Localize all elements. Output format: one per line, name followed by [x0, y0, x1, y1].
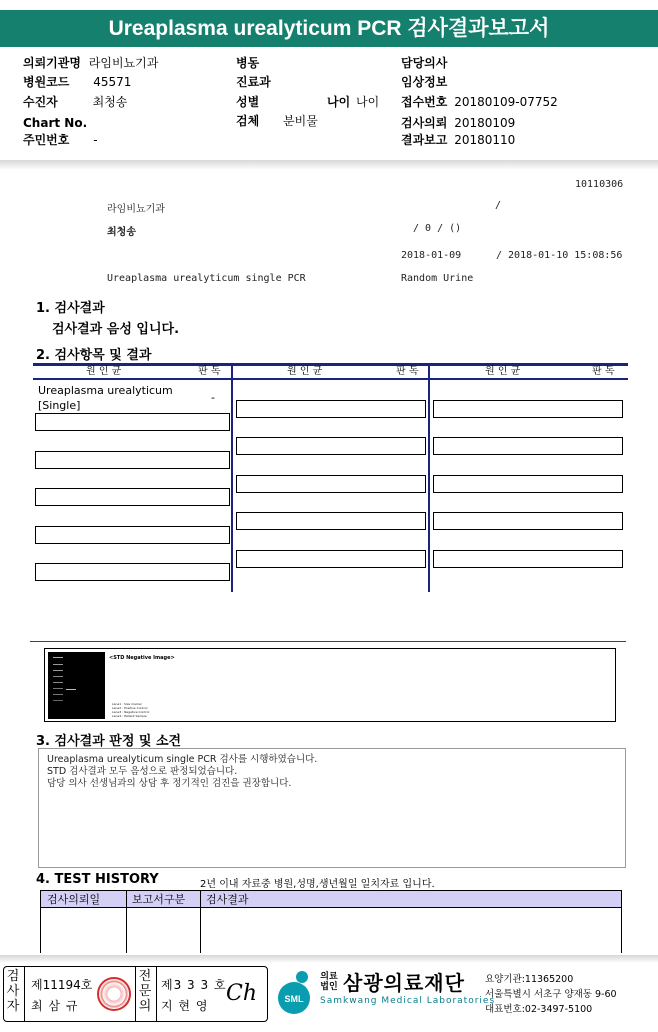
test-item-qualifier: [Single] [38, 399, 81, 412]
print-age-sex: / 0 / () [413, 223, 462, 234]
receipt-no-label: 접수번호 [401, 95, 448, 109]
print-reported: / 2018-01-10 15:08:56 [496, 250, 623, 261]
print-code: 10110306 [575, 179, 624, 190]
department-row [236, 75, 271, 89]
test-item-name: Ureaplasma urealyticum [38, 384, 173, 397]
sex-row [236, 95, 259, 109]
inspector-label: 검사자 [6, 969, 20, 1014]
ward-row [236, 56, 259, 70]
gel-image-title: <STD Negative Image> [109, 655, 175, 661]
print-slash: / [495, 200, 502, 211]
org-phone: 대표번호:02-3497-5100 [485, 1004, 593, 1015]
hospital-code-row [23, 75, 131, 89]
section2-title: 2. 검사항목 및 결과 [36, 348, 152, 363]
org-type: 의료법인 [320, 972, 338, 992]
official-seal-icon [97, 977, 131, 1011]
specimen-label: 검체 [236, 114, 260, 128]
sml-logo-icon [272, 968, 316, 1016]
doctor-row [401, 56, 447, 70]
footer-separator [0, 955, 658, 963]
patient-label: 수진자 [23, 95, 58, 109]
report-date-label: 결과보고 [401, 133, 448, 147]
age-label: 나이 [327, 95, 351, 109]
request-date-label: 검사의뢰 [401, 116, 448, 130]
hospital-code-label: 병원코드 [23, 75, 70, 89]
org-english-name: Samkwang Medical Laboratories [320, 996, 496, 1006]
inspector-name: 최 삼 규 [31, 999, 79, 1013]
logo-text: SML [284, 994, 304, 1004]
gel-legend-line: Lane2 : Positive Control [112, 706, 148, 710]
col-header-judgement-2: 판 독 [396, 366, 419, 377]
empty-result-box [236, 512, 426, 530]
interpretation-line: 담당 의사 선생님과의 상담 후 정기적인 검진을 권장합니다. [47, 778, 292, 789]
age-value: 나이 [356, 95, 380, 109]
section4-title: 4. TEST HISTORY [36, 872, 159, 887]
department-label: 진료과 [236, 75, 271, 89]
col-header-pathogen-2: 원 인 균 [287, 366, 323, 377]
patient-value: 최청송 [92, 95, 128, 109]
signature-divider [24, 967, 25, 1021]
empty-result-box [433, 550, 623, 568]
empty-result-box [236, 437, 426, 455]
receipt-no-row [401, 95, 558, 109]
specialist-label: 전문의 [138, 969, 152, 1014]
age-row [327, 95, 379, 109]
specialist-name: 지 현 영 [161, 999, 209, 1013]
request-date-row [401, 116, 515, 130]
results-table-divider-1 [231, 366, 233, 592]
test-item-result: - [211, 391, 215, 404]
hospital-code-value: 45571 [93, 75, 132, 89]
interpretation-line: Ureaplasma urealyticum single PCR 검사를 시행하였습니다. [47, 754, 318, 765]
clinical-info-label: 임상정보 [401, 75, 448, 89]
empty-result-box [35, 563, 230, 581]
section1-result: 검사결과 음성 입니다. [52, 322, 180, 337]
patient-row [23, 95, 127, 109]
history-col-divider [126, 891, 127, 953]
institution-label: 의뢰기관명 [23, 56, 81, 70]
specimen-value: 분비물 [283, 114, 318, 128]
report-title: Ureaplasma urealyticum PCR 검사결과보고서 [0, 10, 658, 47]
institution-value: 라임비뇨기과 [88, 56, 159, 70]
history-col-report-type: 보고서구분 [132, 893, 186, 906]
col-header-judgement-3: 판 독 [592, 366, 615, 377]
org-address: 서울특별시 서초구 양재동 9-60 [485, 989, 617, 1000]
empty-result-box [236, 550, 426, 568]
history-col-result: 검사결과 [206, 893, 249, 906]
chart-no-label: Chart No. [23, 116, 88, 130]
print-received: 2018-01-09 [401, 250, 462, 261]
history-table-header [41, 891, 621, 908]
col-header-pathogen-3: 원 인 균 [485, 366, 521, 377]
gel-legend-line: Lane3 : Negative Control [112, 710, 150, 714]
signature-divider [156, 967, 157, 1021]
gel-electrophoresis-image [48, 652, 105, 719]
history-table [40, 890, 622, 953]
history-note: 2년 이내 자료중 병원,성명,생년월일 일치자료 입니다. [200, 879, 435, 890]
history-col-divider [200, 891, 201, 953]
signature-box [3, 966, 268, 1022]
org-code: 요양기관:11365200 [485, 974, 574, 985]
specimen-row [236, 114, 318, 128]
empty-result-box [433, 512, 623, 530]
empty-result-box [35, 451, 230, 469]
receipt-no-value: 20180109-07752 [454, 95, 558, 109]
empty-result-box [236, 475, 426, 493]
specialist-license: 제3 3 3 호 [161, 978, 227, 992]
empty-result-box [35, 413, 230, 431]
sex-label: 성별 [236, 95, 260, 109]
report-date-value: 20180110 [454, 133, 516, 147]
gel-image-top-rule [30, 641, 626, 642]
institution-row [23, 56, 158, 70]
header-separator [0, 160, 658, 170]
empty-result-box [236, 400, 426, 418]
signature-divider [135, 967, 136, 1021]
resident-no-value: - [93, 133, 98, 147]
gel-legend-line: Lane4 : Patient Sample [112, 714, 147, 718]
section3-title: 3. 검사결과 판정 및 소견 [36, 734, 182, 749]
print-specimen: Random Urine [401, 273, 474, 284]
doctor-label: 담당의사 [401, 56, 448, 70]
report-date-row [401, 133, 515, 147]
print-test-name: Ureaplasma urealyticum single PCR [107, 273, 306, 284]
clinical-info-row [401, 75, 447, 89]
col-header-pathogen-1: 원 인 균 [86, 366, 122, 377]
results-table-divider-2 [428, 366, 430, 592]
resident-no-label: 주민번호 [23, 133, 70, 147]
results-table-header-rule [33, 378, 628, 380]
empty-result-box [433, 400, 623, 418]
print-institution: 라임비뇨기과 [107, 204, 165, 215]
interpretation-line: STD 검사결과 모두 음성으로 판정되었습니다. [47, 766, 238, 777]
request-date-value: 20180109 [454, 116, 516, 130]
interpretation-box [38, 748, 626, 868]
empty-result-box [35, 488, 230, 506]
section1-title: 1. 검사결과 [36, 301, 105, 316]
results-table-top-rule [33, 363, 628, 366]
chart-no-row [23, 116, 87, 130]
print-patient: 최청송 [107, 227, 136, 238]
inspector-license: 제11194호 [31, 978, 93, 992]
history-col-request-date: 검사의뢰일 [47, 893, 101, 906]
resident-no-row [23, 133, 98, 147]
ward-label: 병동 [236, 56, 260, 70]
empty-result-box [433, 475, 623, 493]
col-header-judgement-1: 판 독 [198, 366, 221, 377]
empty-result-box [35, 526, 230, 544]
empty-result-box [433, 437, 623, 455]
gel-legend-line: Lane1 : Size marker [112, 702, 142, 706]
signature-mark: Ch [226, 981, 258, 1006]
org-name: 삼광의료재단 [343, 971, 465, 995]
